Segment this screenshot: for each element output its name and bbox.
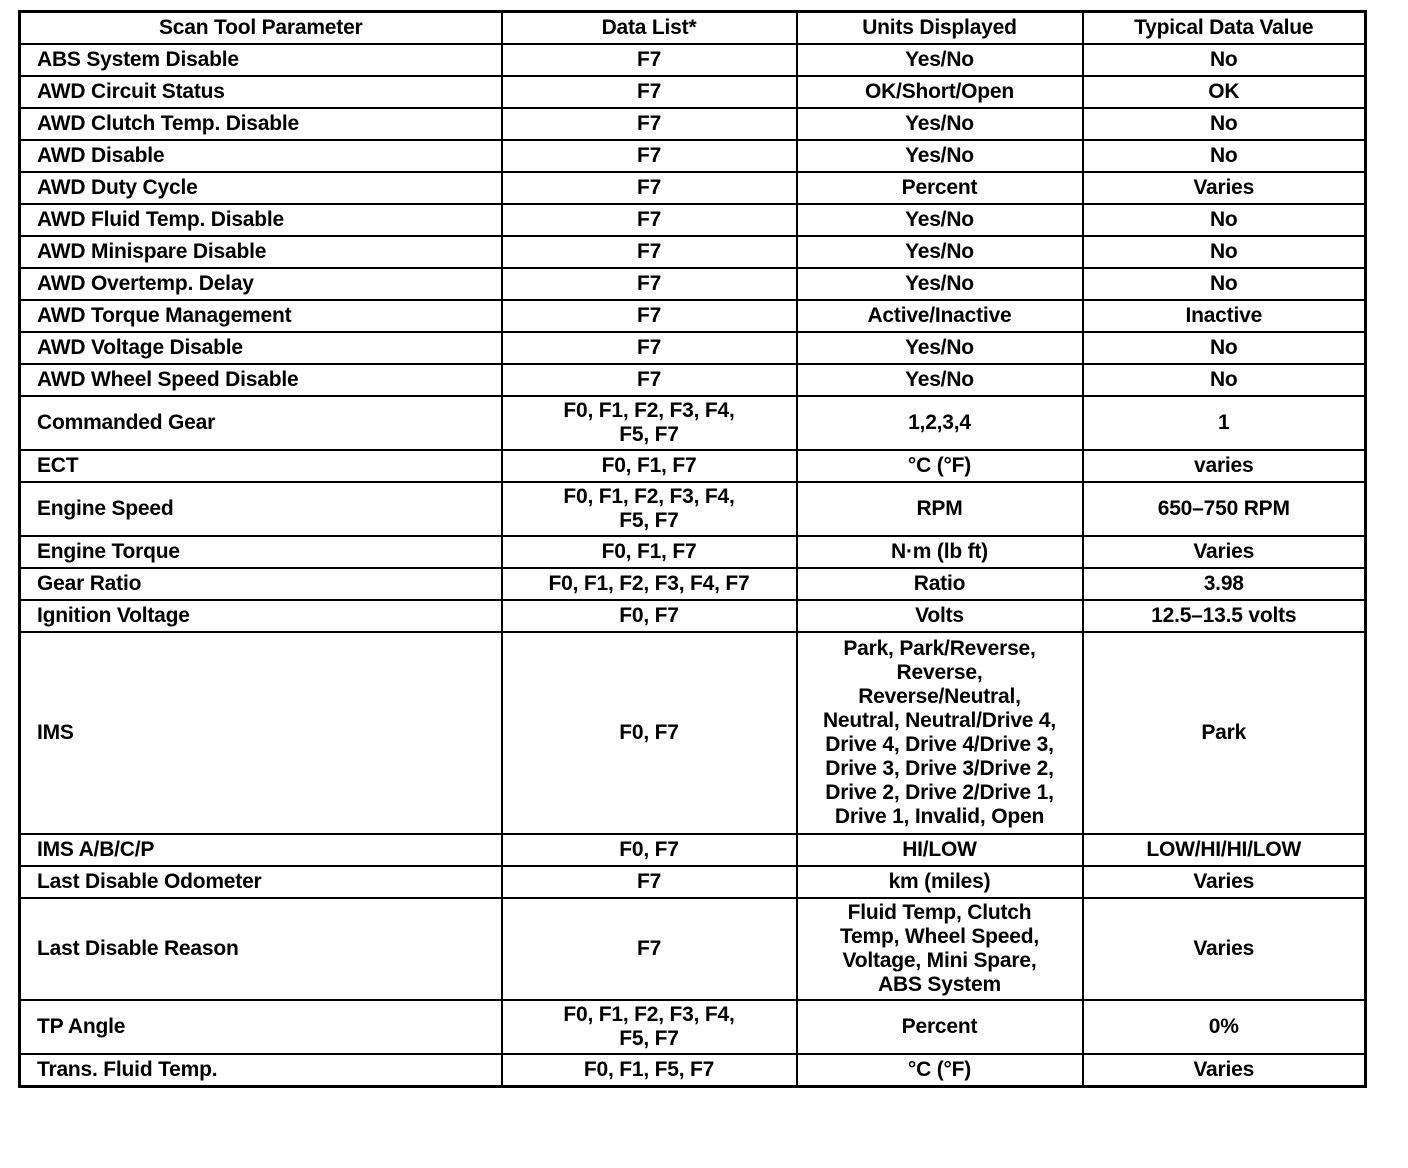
cell-typical-data-value: [1083, 396, 1366, 450]
cell-units-displayed-text: 1,2,3,4: [908, 411, 971, 434]
cell-units-displayed-text: N·m (lb ft): [891, 540, 988, 563]
cell-parameter-text: AWD Duty Cycle: [37, 176, 198, 199]
cell-units-displayed-text: Yes/No: [905, 48, 974, 71]
cell-typical-data-value-text: No: [1209, 208, 1238, 231]
cell-units-displayed-text: °C (°F): [907, 454, 972, 477]
cell-data-list: [502, 268, 797, 300]
cell-units-displayed-text: Yes/No: [905, 336, 974, 359]
cell-units-displayed: [797, 1054, 1083, 1087]
cell-units-displayed: [797, 172, 1083, 204]
cell-data-list-text: F7: [636, 48, 662, 71]
cell-parameter: [20, 482, 502, 536]
cell-units-displayed: [797, 834, 1083, 866]
cell-data-list-text: F7: [636, 304, 662, 327]
cell-units-displayed: [797, 108, 1083, 140]
cell-units-displayed: [797, 300, 1083, 332]
cell-typical-data-value: [1083, 600, 1366, 632]
cell-data-list: [502, 140, 797, 172]
table-row: [20, 568, 1366, 600]
cell-typical-data-value: [1083, 140, 1366, 172]
cell-typical-data-value: [1083, 300, 1366, 332]
cell-units-displayed-text: RPM: [916, 497, 963, 520]
cell-parameter: [20, 898, 502, 1000]
cell-units-displayed-text: HI/LOW: [902, 838, 977, 861]
cell-typical-data-value: [1083, 76, 1366, 108]
table-row: [20, 204, 1366, 236]
cell-typical-data-value-text: No: [1209, 240, 1238, 263]
cell-parameter: [20, 632, 502, 834]
cell-data-list: [502, 300, 797, 332]
cell-typical-data-value-text: No: [1209, 368, 1238, 391]
cell-parameter-text: Last Disable Reason: [37, 937, 239, 960]
cell-typical-data-value-text: No: [1209, 272, 1238, 295]
cell-parameter-text: AWD Torque Management: [37, 304, 292, 327]
cell-typical-data-value-text: Varies: [1193, 937, 1255, 960]
cell-parameter: [20, 44, 502, 76]
cell-parameter: [20, 236, 502, 268]
cell-parameter: [20, 568, 502, 600]
cell-typical-data-value: [1083, 898, 1366, 1000]
cell-typical-data-value-text: Varies: [1193, 176, 1255, 199]
header-scan-tool-parameter: Scan Tool Parameter: [20, 12, 502, 45]
cell-data-list: [502, 834, 797, 866]
cell-data-list: [502, 866, 797, 898]
table-row: [20, 76, 1366, 108]
cell-parameter: [20, 364, 502, 396]
cell-data-list-text: F7: [636, 272, 662, 295]
cell-units-displayed: [797, 332, 1083, 364]
cell-data-list-text: F0, F1, F5, F7: [583, 1058, 715, 1081]
table-row: [20, 1054, 1366, 1087]
table-row: [20, 108, 1366, 140]
cell-units-displayed: [797, 268, 1083, 300]
cell-typical-data-value: [1083, 204, 1366, 236]
cell-typical-data-value-text: Varies: [1193, 540, 1255, 563]
cell-typical-data-value-text: No: [1209, 336, 1238, 359]
cell-parameter-text: ECT: [37, 454, 79, 477]
cell-typical-data-value: [1083, 172, 1366, 204]
cell-units-displayed-text: Percent: [901, 1015, 978, 1038]
cell-typical-data-value: [1083, 482, 1366, 536]
cell-data-list: [502, 44, 797, 76]
cell-typical-data-value-text: No: [1209, 48, 1238, 71]
cell-units-displayed-text: Yes/No: [905, 272, 974, 295]
cell-parameter-text: Engine Speed: [37, 497, 174, 520]
cell-parameter-text: Trans. Fluid Temp.: [37, 1058, 218, 1081]
cell-typical-data-value: [1083, 866, 1366, 898]
cell-data-list-text: F0, F1, F2, F3, F4, F7: [548, 572, 750, 595]
cell-units-displayed: [797, 866, 1083, 898]
cell-typical-data-value: [1083, 236, 1366, 268]
cell-parameter: [20, 600, 502, 632]
cell-data-list-text: F7: [636, 112, 662, 135]
cell-parameter-text: AWD Circuit Status: [37, 80, 225, 103]
cell-data-list: [502, 396, 797, 450]
cell-typical-data-value: [1083, 1054, 1366, 1087]
cell-data-list-text: F0, F1, F2, F3, F4, F5, F7: [563, 485, 735, 532]
cell-data-list-text: F0, F7: [619, 838, 679, 861]
cell-typical-data-value: [1083, 332, 1366, 364]
cell-typical-data-value: [1083, 568, 1366, 600]
cell-units-displayed: [797, 600, 1083, 632]
cell-typical-data-value-text: varies: [1193, 454, 1254, 477]
cell-typical-data-value: [1083, 268, 1366, 300]
cell-units-displayed-text: OK/Short/Open: [864, 80, 1015, 103]
cell-units-displayed-text: Yes/No: [905, 368, 974, 391]
cell-data-list: [502, 536, 797, 568]
table-row: [20, 364, 1366, 396]
cell-units-displayed-text: °C (°F): [907, 1058, 972, 1081]
cell-typical-data-value-text: 650–750 RPM: [1157, 497, 1290, 520]
cell-units-displayed: [797, 44, 1083, 76]
cell-typical-data-value-text: 12.5–13.5 volts: [1151, 604, 1297, 627]
cell-units-displayed: [797, 76, 1083, 108]
cell-units-displayed: [797, 450, 1083, 482]
table-row: [20, 482, 1366, 536]
cell-data-list-text: F0, F1, F2, F3, F4, F5, F7: [563, 399, 735, 446]
cell-typical-data-value: [1083, 834, 1366, 866]
scan-tool-data-sheet: [18, 10, 1364, 1088]
cell-data-list: [502, 600, 797, 632]
cell-parameter-text: Ignition Voltage: [37, 604, 190, 627]
cell-data-list-text: F0, F7: [619, 604, 679, 627]
cell-units-displayed: [797, 140, 1083, 172]
cell-parameter-text: Gear Ratio: [37, 572, 142, 595]
cell-units-displayed-text: Yes/No: [905, 240, 974, 263]
table-row: [20, 898, 1366, 1000]
cell-parameter-text: Commanded Gear: [37, 411, 216, 434]
table-row: [20, 140, 1366, 172]
cell-typical-data-value-text: Varies: [1193, 1058, 1255, 1081]
cell-data-list: [502, 1054, 797, 1087]
cell-parameter-text: AWD Voltage Disable: [37, 336, 243, 359]
table-header: [20, 12, 1366, 45]
cell-typical-data-value-text: LOW/HI/HI/LOW: [1146, 838, 1302, 861]
cell-parameter: [20, 268, 502, 300]
cell-units-displayed-text: Yes/No: [905, 112, 974, 135]
cell-parameter: [20, 834, 502, 866]
table-row: [20, 172, 1366, 204]
cell-typical-data-value: [1083, 1000, 1366, 1054]
table-row: [20, 300, 1366, 332]
cell-data-list: [502, 450, 797, 482]
cell-data-list: [502, 482, 797, 536]
cell-data-list-text: F7: [636, 208, 662, 231]
cell-units-displayed: [797, 1000, 1083, 1054]
cell-data-list: [502, 204, 797, 236]
cell-parameter-text: ABS System Disable: [37, 48, 239, 71]
cell-typical-data-value: [1083, 632, 1366, 834]
table-body: [20, 44, 1366, 1087]
cell-units-displayed: [797, 204, 1083, 236]
cell-data-list-text: F0, F1, F7: [601, 454, 697, 477]
header-row: [20, 12, 1366, 45]
cell-data-list-text: F7: [636, 80, 662, 103]
cell-typical-data-value-text: Varies: [1193, 870, 1255, 893]
cell-typical-data-value: [1083, 364, 1366, 396]
table-row: [20, 450, 1366, 482]
cell-units-displayed-text: Fluid Temp, Clutch Temp, Wheel Speed, Voltage, Mini Spare, ABS System: [839, 901, 1040, 996]
cell-typical-data-value-text: Park: [1201, 721, 1247, 744]
cell-typical-data-value: [1083, 108, 1366, 140]
cell-units-displayed: [797, 396, 1083, 450]
table-row: [20, 632, 1366, 834]
cell-data-list: [502, 172, 797, 204]
cell-data-list: [502, 108, 797, 140]
cell-data-list: [502, 236, 797, 268]
cell-units-displayed-text: Percent: [901, 176, 978, 199]
cell-data-list-text: F0, F1, F2, F3, F4, F5, F7: [563, 1003, 735, 1050]
cell-parameter-text: AWD Fluid Temp. Disable: [37, 208, 285, 231]
cell-parameter: [20, 866, 502, 898]
cell-units-displayed-text: Yes/No: [905, 208, 974, 231]
cell-data-list: [502, 76, 797, 108]
cell-units-displayed-text: Ratio: [913, 572, 966, 595]
cell-typical-data-value-text: Inactive: [1185, 304, 1263, 327]
cell-parameter-text: Engine Torque: [37, 540, 180, 563]
cell-data-list-text: F0, F7: [619, 721, 679, 744]
cell-parameter: [20, 204, 502, 236]
cell-data-list-text: F7: [636, 144, 662, 167]
cell-units-displayed: [797, 236, 1083, 268]
cell-typical-data-value-text: 1: [1218, 411, 1230, 434]
table-row: [20, 44, 1366, 76]
cell-data-list-text: F7: [636, 368, 662, 391]
cell-units-displayed-text: Volts: [915, 604, 964, 627]
cell-parameter: [20, 1054, 502, 1087]
cell-data-list: [502, 568, 797, 600]
cell-typical-data-value-text: 0%: [1208, 1015, 1239, 1038]
cell-units-displayed: [797, 482, 1083, 536]
cell-data-list-text: F7: [636, 870, 662, 893]
cell-parameter-text: IMS A/B/C/P: [37, 838, 155, 861]
cell-parameter-text: Last Disable Odometer: [37, 870, 262, 893]
cell-parameter: [20, 108, 502, 140]
cell-parameter-text: AWD Clutch Temp. Disable: [37, 112, 300, 135]
cell-parameter-text: IMS: [37, 721, 74, 744]
cell-parameter: [20, 536, 502, 568]
header-units-displayed: Units Displayed: [797, 12, 1083, 45]
cell-typical-data-value: [1083, 450, 1366, 482]
table-row: [20, 600, 1366, 632]
cell-data-list: [502, 632, 797, 834]
table-row: [20, 866, 1366, 898]
cell-parameter: [20, 172, 502, 204]
table-row: [20, 268, 1366, 300]
cell-units-displayed-text: Park, Park/Reverse, Reverse, Reverse/Neutral, Neutral, Neutral/Drive 4, Drive 4, Drive 4/Drive 3, Drive 3, Drive 3/Drive 2, Drive 2, Drive 2/Drive 1, Drive 1, Invalid, Open: [822, 637, 1057, 828]
header-typical-data-value: Typical Data Value: [1083, 12, 1366, 45]
cell-data-list-text: F7: [636, 240, 662, 263]
cell-data-list: [502, 898, 797, 1000]
cell-data-list-text: F7: [636, 176, 662, 199]
cell-parameter: [20, 332, 502, 364]
cell-units-displayed: [797, 536, 1083, 568]
cell-typical-data-value-text: No: [1209, 144, 1238, 167]
cell-units-displayed-text: km (miles): [888, 870, 991, 893]
cell-units-displayed: [797, 898, 1083, 1000]
cell-typical-data-value: [1083, 536, 1366, 568]
cell-parameter: [20, 140, 502, 172]
cell-typical-data-value-text: OK: [1208, 80, 1240, 103]
cell-data-list: [502, 1000, 797, 1054]
cell-parameter: [20, 396, 502, 450]
cell-units-displayed: [797, 568, 1083, 600]
cell-parameter: [20, 1000, 502, 1054]
cell-units-displayed: [797, 364, 1083, 396]
cell-parameter: [20, 300, 502, 332]
cell-units-displayed-text: Yes/No: [905, 144, 974, 167]
cell-parameter-text: AWD Minispare Disable: [37, 240, 267, 263]
cell-units-displayed-text: Active/Inactive: [867, 304, 1012, 327]
table-row: [20, 396, 1366, 450]
cell-parameter-text: AWD Overtemp. Delay: [37, 272, 254, 295]
cell-parameter-text: AWD Disable: [37, 144, 165, 167]
cell-parameter: [20, 450, 502, 482]
table-row: [20, 536, 1366, 568]
cell-parameter: [20, 76, 502, 108]
table-row: [20, 834, 1366, 866]
header-data-list: Data List*: [502, 12, 797, 45]
table-row: [20, 332, 1366, 364]
cell-data-list-text: F0, F1, F7: [601, 540, 697, 563]
cell-data-list-text: F7: [636, 336, 662, 359]
cell-units-displayed: [797, 632, 1083, 834]
table-row: [20, 1000, 1366, 1054]
cell-typical-data-value-text: No: [1209, 112, 1238, 135]
cell-parameter-text: AWD Wheel Speed Disable: [37, 368, 299, 391]
cell-typical-data-value-text: 3.98: [1203, 572, 1244, 595]
cell-data-list-text: F7: [636, 937, 662, 960]
scan-tool-data-table: [18, 10, 1367, 1088]
cell-data-list: [502, 364, 797, 396]
cell-typical-data-value: [1083, 44, 1366, 76]
cell-parameter-text: TP Angle: [37, 1015, 126, 1038]
table-row: [20, 236, 1366, 268]
cell-data-list: [502, 332, 797, 364]
